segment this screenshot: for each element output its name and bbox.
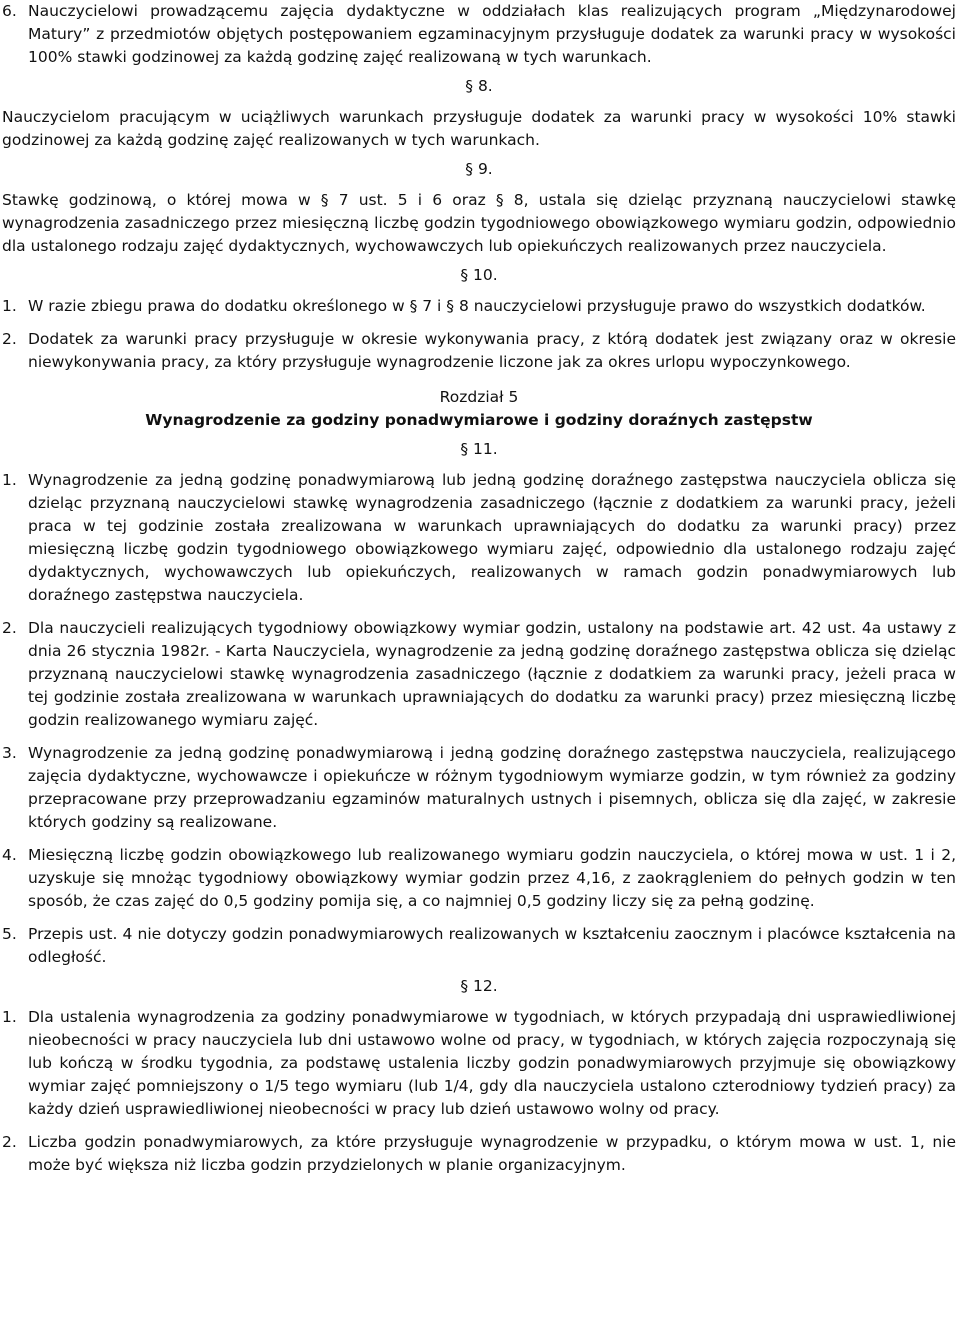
chapter-title: Wynagrodzenie za godziny ponadwymiarowe i godziny doraźnych zastępstw [145, 411, 813, 429]
section-8-text: Nauczycielom pracującym w uciążliwych warunkach przysługuje dodatek za warunki pracy w wysokości 10% stawki godzinowej za każdą godzinę zajęć realizowanych w tych warunkach. [2, 108, 956, 149]
list-item [2, 328, 956, 374]
item-text: W razie zbiegu prawa do dodatku określonego w § 7 i § 8 nauczycielowi przysługuje prawo do wszystkich dodatków. [28, 297, 926, 315]
paragraph-6 [2, 0, 956, 69]
item-text: Dodatek za warunki pracy przysługuje w okresie wykonywania pracy, z którą dodatek jest związany oraz w okresie niewykonywania pracy, za który przysługuje wynagrodzenie liczone jak za okres urlopu wypoczynkowego. [28, 330, 956, 371]
item-text: Dla nauczycieli realizujących tygodniowy obowiązkowy wymiar godzin, ustalony na podstawie art. 42 ust. 4a ustawy z dnia 26 stycznia 1982r. - Karta Nauczyciela, wynagrodzenie za jedną godzinę doraźnego zastępstwa oblicza się dzieląc przyznaną nauczycielowi stawkę wynagrodzenia zasadniczego (łącznie z dodatkiem za warunki pracy, jeżeli praca w tej godzinie została zrealizowana w warunkach uprawniających do dodatku za warunki pracy) przez miesięczną liczbę godzin realizowanego wymiaru zajęć. [28, 619, 956, 729]
item-number: 2. [2, 619, 17, 637]
section-heading-10: § 10. [460, 266, 498, 284]
chapter-label: Rozdział 5 [439, 388, 519, 406]
section-heading-12: § 12. [460, 977, 498, 995]
list-item [2, 923, 956, 969]
item-text: Wynagrodzenie za jedną godzinę ponadwymiarową i jedną godzinę doraźnego zastępstwa nauczyciela, realizującego zajęcia dydaktyczne, wychowawcze i opiekuńcze w różnym tygodniowym wymiarze godzin, w tym również za godziny przepracowane przy przeprowadzaniu egzaminów maturalnych ustnych i pisemnych, oblicza się dla zajęć, w zakresie których godziny są realizowane. [28, 744, 956, 831]
item-number: 1. [2, 471, 17, 489]
section-9-text: Stawkę godzinową, o której mowa w § 7 ust. 5 i 6 oraz § 8, ustala się dzieląc przyznaną nauczycielowi stawkę wynagrodzenia zasadniczego przez miesięczną liczbę godzin tygodniowego obowiązkowego wymiaru godzin, odpowiednio dla ustalonego rodzaju zajęć dydaktycznych, wychowawczych lub opiekuńczych realizowanych przez nauczyciela. [2, 191, 956, 255]
section-heading-9: § 9. [465, 160, 493, 178]
section-heading-11: § 11. [460, 440, 498, 458]
item-number: 1. [2, 297, 17, 315]
list-item [2, 617, 956, 732]
item-number: 6. [2, 2, 17, 20]
item-number: 2. [2, 1133, 17, 1151]
item-number: 1. [2, 1008, 17, 1026]
list-item [2, 844, 956, 913]
list-item [2, 469, 956, 607]
item-text: Przepis ust. 4 nie dotyczy godzin ponadwymiarowych realizowanych w kształceniu zaocznym i placówce kształcenia na odległość. [28, 925, 956, 966]
list-item [2, 742, 956, 834]
section-heading-8: § 8. [465, 77, 493, 95]
item-text: Nauczycielowi prowadzącemu zajęcia dydaktyczne w oddziałach klas realizujących program „Międzynarodowej Matury” z przedmiotów objętych postępowaniem egzaminacyjnym przysługuje dodatek za warunki pracy w wysokości 100% stawki godzinowej za każdą godzinę zajęć realizowaną w tych warunkach. [28, 2, 956, 66]
list-item [2, 1131, 956, 1177]
item-number: 5. [2, 925, 17, 943]
item-number: 2. [2, 330, 17, 348]
item-text: Dla ustalenia wynagrodzenia za godziny ponadwymiarowe w tygodniach, w których przypadają dni usprawiedliwionej nieobecności w pracy nauczyciela lub dni ustawowo wolne od pracy, w tygodniach, w których zajęcia rozpoczynają się lub kończą w środku tygodnia, za podstawę ustalenia liczby godzin ponadwymiarowych przyjmuje się obowiązkowy wymiar zajęć pomniejszony o 1/5 tego wymiaru (lub 1/4, gdy dla nauczyciela ustalono czterodniowy tydzień pracy) za każdy dzień usprawiedliwionej nieobecności w pracy lub dzień ustawowo wolny od pracy. [28, 1008, 956, 1118]
item-number: 4. [2, 846, 17, 864]
list-item [2, 295, 956, 318]
item-text: Miesięczną liczbę godzin obowiązkowego lub realizowanego wymiaru godzin nauczyciela, o której mowa w ust. 1 i 2, uzyskuje się mnożąc tygodniowy obowiązkowy wymiar godzin przez 4,16, z zaokrągleniem do pełnych godzin w ten sposób, że czas zajęć do 0,5 godziny pomija się, a co najmniej 0,5 godziny liczy się za pełną godzinę. [28, 846, 956, 910]
item-text: Liczba godzin ponadwymiarowych, za które przysługuje wynagrodzenie w przypadku, o którym mowa w ust. 1, nie może być większa niż liczba godzin przydzielonych w planie organizacyjnym. [28, 1133, 956, 1174]
item-number: 3. [2, 744, 17, 762]
list-item [2, 1006, 956, 1121]
item-text: Wynagrodzenie za jedną godzinę ponadwymiarową lub jedną godzinę doraźnego zastępstwa nauczyciela oblicza się dzieląc przyznaną nauczycielowi stawkę wynagrodzenia zasadniczego (łącznie z dodatkiem za warunki pracy, jeżeli praca w tej godzinie została zrealizowana w warunkach uprawniających do dodatku za warunki pracy) przez miesięczną liczbę godzin tygodniowego obowiązkowego wymiaru zajęć, odpowiednio dla ustalonego rodzaju zajęć dydaktycznych, wychowawczych lub opiekuńczych, realizowanych w ramach godzin ponadwymiarowych lub doraźnego zastępstwa nauczyciela. [28, 471, 956, 604]
